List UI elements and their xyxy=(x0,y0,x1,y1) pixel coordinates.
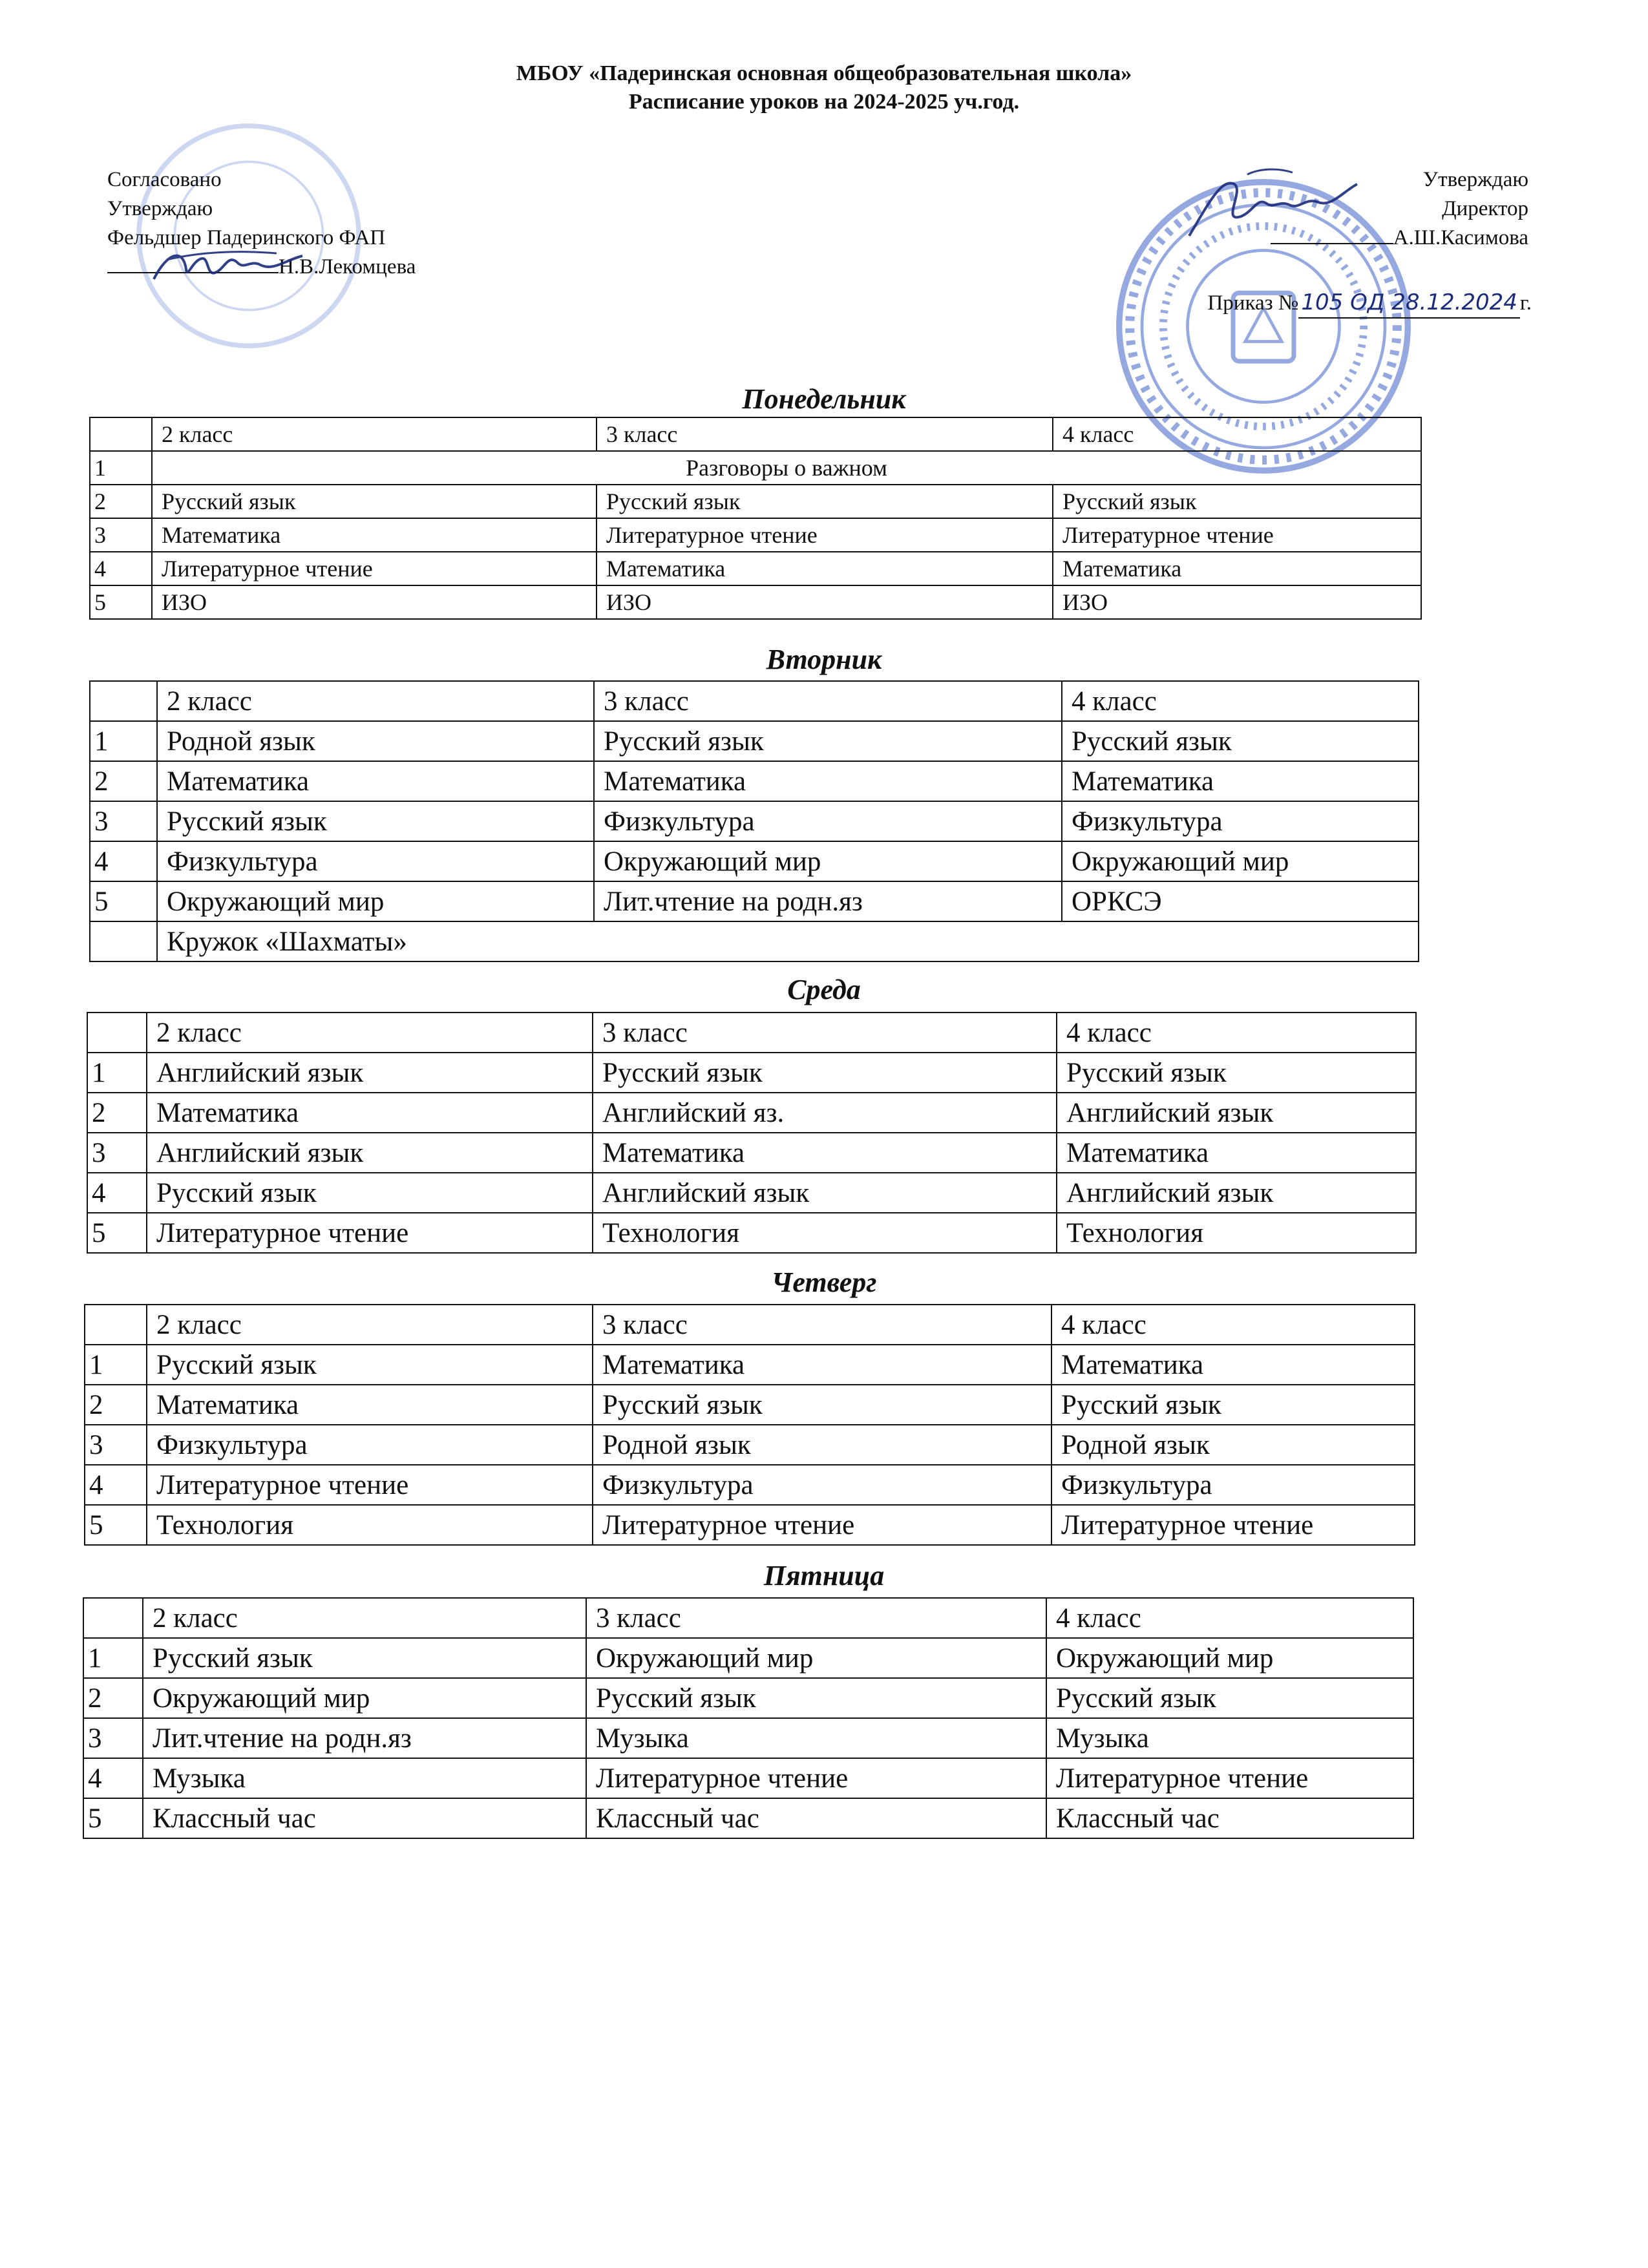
lesson-class-2: Окружающий мир xyxy=(157,881,594,921)
table-row xyxy=(83,1718,1413,1758)
lesson-class-4: Математика xyxy=(1053,552,1421,585)
lesson-class-3: Родной язык xyxy=(593,1425,1051,1465)
table-row xyxy=(90,761,1419,801)
lesson-class-4: Математика xyxy=(1062,761,1419,801)
schedule-table-wednesday xyxy=(87,1012,1417,1254)
table-row xyxy=(85,1385,1415,1425)
schedule-table-monday xyxy=(89,417,1422,620)
table-row xyxy=(83,1638,1413,1678)
table-header-row xyxy=(85,1305,1415,1345)
lesson-class-3: Русский язык xyxy=(586,1678,1046,1718)
lesson-class-2: ИЗО xyxy=(152,585,597,619)
header-class-2: 2 класс xyxy=(147,1305,593,1345)
lesson-class-4: Родной язык xyxy=(1051,1425,1415,1465)
lesson-class-2: Русский язык xyxy=(157,801,594,841)
lesson-class-4: Русский язык xyxy=(1051,1385,1415,1425)
header-class-4: 4 класс xyxy=(1051,1305,1415,1345)
lesson-class-4: ИЗО xyxy=(1053,585,1421,619)
director-title: Директор xyxy=(1442,197,1528,220)
header-num-cell xyxy=(85,1305,147,1345)
header-class-3: 3 класс xyxy=(586,1598,1046,1638)
header-class-3: 3 класс xyxy=(597,417,1053,451)
lesson-number: 4 xyxy=(83,1758,143,1798)
document-header xyxy=(0,59,1648,116)
lesson-number: 4 xyxy=(90,841,157,881)
lesson-class-2: Математика xyxy=(147,1093,593,1133)
approve-label-right: Утверждаю xyxy=(1422,168,1528,191)
lesson-class-2: Музыка xyxy=(143,1758,586,1798)
table-header-row xyxy=(90,681,1419,721)
table-row xyxy=(90,921,1419,961)
lesson-class-4: Литературное чтение xyxy=(1053,518,1421,552)
table-row xyxy=(85,1425,1415,1465)
lesson-class-4: Английский язык xyxy=(1057,1093,1416,1133)
lesson-number: 2 xyxy=(83,1678,143,1718)
lesson-class-2: Русский язык xyxy=(143,1638,586,1678)
lesson-class-3: Литературное чтение xyxy=(597,518,1053,552)
lesson-class-4: Музыка xyxy=(1046,1718,1413,1758)
day-title-monday: Понедельник xyxy=(742,383,906,415)
lesson-class-3: Математика xyxy=(594,761,1062,801)
table-header-row xyxy=(90,417,1421,451)
lesson-number: 5 xyxy=(90,585,152,619)
lesson-number: 4 xyxy=(85,1465,147,1505)
header-class-4: 4 класс xyxy=(1057,1013,1416,1053)
order-line xyxy=(1207,288,1532,319)
lesson-number-empty xyxy=(90,921,157,961)
lesson-class-4: Математика xyxy=(1057,1133,1416,1173)
header-num-cell xyxy=(83,1598,143,1638)
lesson-class-4: Русский язык xyxy=(1062,721,1419,761)
lesson-class-2: Физкультура xyxy=(147,1425,593,1465)
lesson-class-2: Русский язык xyxy=(147,1173,593,1213)
header-num-cell xyxy=(90,417,152,451)
lesson-number: 1 xyxy=(87,1053,147,1093)
table-row xyxy=(87,1053,1416,1093)
lesson-class-2: Математика xyxy=(157,761,594,801)
table-row xyxy=(90,552,1421,585)
lesson-class-2: Литературное чтение xyxy=(147,1465,593,1505)
lesson-number: 2 xyxy=(87,1093,147,1133)
lesson-number: 1 xyxy=(83,1638,143,1678)
order-suffix: г. xyxy=(1519,291,1532,315)
lesson-class-3: ИЗО xyxy=(597,585,1053,619)
table-row xyxy=(90,801,1419,841)
director-signature xyxy=(1183,165,1364,249)
lesson-number: 5 xyxy=(90,881,157,921)
header-class-2: 2 класс xyxy=(157,681,594,721)
lesson-number: 3 xyxy=(83,1718,143,1758)
day-title-thursday: Четверг xyxy=(771,1266,877,1298)
table-row xyxy=(85,1465,1415,1505)
table-row xyxy=(90,518,1421,552)
lesson-class-4: Физкультура xyxy=(1051,1465,1415,1505)
lesson-number: 1 xyxy=(90,451,152,485)
lesson-number: 3 xyxy=(90,518,152,552)
table-header-row xyxy=(83,1598,1413,1638)
header-class-2: 2 класс xyxy=(152,417,597,451)
lesson-number: 5 xyxy=(83,1798,143,1838)
lesson-class-3: Окружающий мир xyxy=(594,841,1062,881)
day-title-friday: Пятница xyxy=(763,1560,885,1591)
lesson-class-4: Литературное чтение xyxy=(1046,1758,1413,1798)
lesson-class-3: Английский яз. xyxy=(593,1093,1057,1133)
school-name: МБОУ «Падеринская основная общеобразовательная школа» xyxy=(516,61,1132,85)
lesson-class-3: Технология xyxy=(593,1213,1057,1253)
lesson-class-4: Классный час xyxy=(1046,1798,1413,1838)
order-prefix: Приказ № xyxy=(1207,291,1299,315)
header-class-4: 4 класс xyxy=(1053,417,1421,451)
lesson-class-4: Русский язык xyxy=(1046,1678,1413,1718)
schedule-title: Расписание уроков на 2024-2025 уч.год. xyxy=(628,90,1020,114)
lesson-class-3: Русский язык xyxy=(593,1385,1051,1425)
header-class-3: 3 класс xyxy=(593,1305,1051,1345)
header-class-2: 2 класс xyxy=(147,1013,593,1053)
lesson-class-2: Технология xyxy=(147,1505,593,1545)
lesson-class-3: Окружающий мир xyxy=(586,1638,1046,1678)
paramedic-signature xyxy=(147,240,309,292)
table-row xyxy=(83,1798,1413,1838)
table-row xyxy=(90,485,1421,518)
lesson-class-2: Русский язык xyxy=(147,1345,593,1385)
lesson-number: 3 xyxy=(90,801,157,841)
lesson-number: 2 xyxy=(90,485,152,518)
table-row xyxy=(87,1093,1416,1133)
lesson-class-4: Физкультура xyxy=(1062,801,1419,841)
lesson-class-3: Математика xyxy=(597,552,1053,585)
director-name: А.Ш.Касимова xyxy=(1393,226,1528,249)
lesson-class-3: Русский язык xyxy=(594,721,1062,761)
day-title-tuesday: Вторник xyxy=(766,644,882,675)
lesson-class-2: Математика xyxy=(152,518,597,552)
agreed-label: Согласовано xyxy=(107,168,222,191)
table-row xyxy=(83,1758,1413,1798)
table-header-row xyxy=(87,1013,1416,1053)
approve-label-left: Утверждаю xyxy=(107,197,213,220)
lesson-class-3: Русский язык xyxy=(597,485,1053,518)
lesson-class-4: Окружающий мир xyxy=(1046,1638,1413,1678)
lesson-class-4: Окружающий мир xyxy=(1062,841,1419,881)
table-row xyxy=(85,1345,1415,1385)
table-row xyxy=(90,881,1419,921)
paramedic-name: Н.В.Лекомцева xyxy=(279,255,416,278)
lesson-class-3: Музыка xyxy=(586,1718,1046,1758)
lesson-class-3: Математика xyxy=(593,1345,1051,1385)
header-class-3: 3 класс xyxy=(593,1013,1057,1053)
lesson-class-3: Литературное чтение xyxy=(593,1505,1051,1545)
lesson-class-3: Литературное чтение xyxy=(586,1758,1046,1798)
header-class-2: 2 класс xyxy=(143,1598,586,1638)
schedule-table-tuesday xyxy=(89,680,1419,962)
lesson-class-4: Математика xyxy=(1051,1345,1415,1385)
lesson-class-4: Технология xyxy=(1057,1213,1416,1253)
lesson-class-2: Окружающий мир xyxy=(143,1678,586,1718)
lesson-number: 5 xyxy=(87,1213,147,1253)
table-row xyxy=(87,1213,1416,1253)
lesson-number: 4 xyxy=(87,1173,147,1213)
table-row xyxy=(83,1678,1413,1718)
header-num-cell xyxy=(90,681,157,721)
lesson-class-3: Русский язык xyxy=(593,1053,1057,1093)
lesson-class-2: Математика xyxy=(147,1385,593,1425)
header-class-4: 4 класс xyxy=(1062,681,1419,721)
schedule-table-thursday xyxy=(84,1304,1415,1546)
lesson-class-4: Английский язык xyxy=(1057,1173,1416,1213)
table-row xyxy=(87,1173,1416,1213)
table-row xyxy=(87,1133,1416,1173)
lesson-class-4: Литературное чтение xyxy=(1051,1505,1415,1545)
table-row xyxy=(90,841,1419,881)
merged-lesson: Разговоры о важном xyxy=(152,451,1421,485)
table-row xyxy=(85,1505,1415,1545)
lesson-number: 3 xyxy=(85,1425,147,1465)
lesson-class-4: Русский язык xyxy=(1057,1053,1416,1093)
lesson-number: 3 xyxy=(87,1133,147,1173)
lesson-class-2: Литературное чтение xyxy=(147,1213,593,1253)
lesson-class-4: Русский язык xyxy=(1053,485,1421,518)
extra-activity: Кружок «Шахматы» xyxy=(157,921,1419,961)
lesson-number: 2 xyxy=(85,1385,147,1425)
table-row xyxy=(90,721,1419,761)
lesson-class-2: Литературное чтение xyxy=(152,552,597,585)
lesson-class-3: Классный час xyxy=(586,1798,1046,1838)
lesson-number: 1 xyxy=(85,1345,147,1385)
header-num-cell xyxy=(87,1013,147,1053)
lesson-class-2: Классный час xyxy=(143,1798,586,1838)
lesson-class-2: Русский язык xyxy=(152,485,597,518)
order-number-handwritten: 105 ОД 28.12.2024 xyxy=(1298,288,1520,319)
lesson-class-2: Родной язык xyxy=(157,721,594,761)
lesson-class-3: Физкультура xyxy=(594,801,1062,841)
lesson-class-3: Математика xyxy=(593,1133,1057,1173)
lesson-class-3: Физкультура xyxy=(593,1465,1051,1505)
lesson-number: 2 xyxy=(90,761,157,801)
header-class-3: 3 класс xyxy=(594,681,1062,721)
lesson-number: 5 xyxy=(85,1505,147,1545)
schedule-table-friday xyxy=(83,1597,1414,1839)
paramedic-title: Фельдшер Падеринского ФАП xyxy=(107,226,386,249)
lesson-number: 4 xyxy=(90,552,152,585)
header-class-4: 4 класс xyxy=(1046,1598,1413,1638)
table-row xyxy=(90,585,1421,619)
lesson-number: 1 xyxy=(90,721,157,761)
lesson-class-2: Английский язык xyxy=(147,1133,593,1173)
lesson-class-2: Английский язык xyxy=(147,1053,593,1093)
lesson-class-2: Лит.чтение на родн.яз xyxy=(143,1718,586,1758)
lesson-class-3: Лит.чтение на родн.яз xyxy=(594,881,1062,921)
lesson-class-3: Английский язык xyxy=(593,1173,1057,1213)
table-row xyxy=(90,451,1421,485)
lesson-class-4: ОРКСЭ xyxy=(1062,881,1419,921)
lesson-class-2: Физкультура xyxy=(157,841,594,881)
day-title-wednesday: Среда xyxy=(787,974,861,1005)
